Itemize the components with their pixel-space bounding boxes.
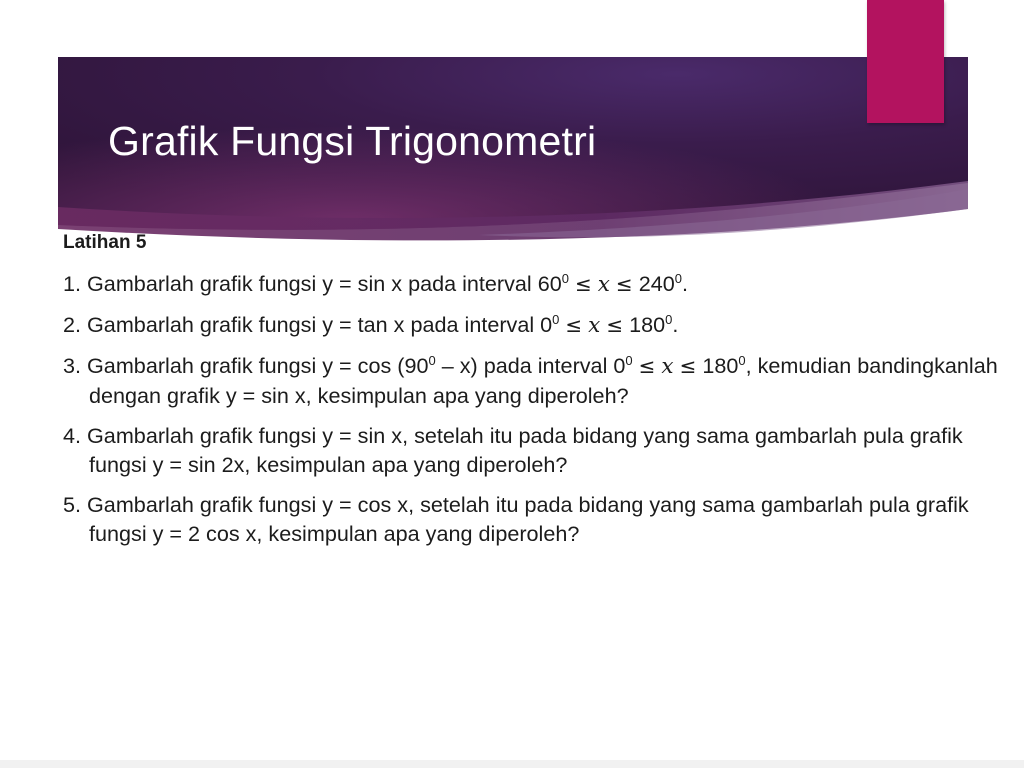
degree-superscript: 0 xyxy=(428,353,436,368)
less-equal-symbol: ≤ xyxy=(574,272,592,296)
exercise-heading: Latihan 5 xyxy=(63,232,147,253)
degree-superscript: 0 xyxy=(561,271,569,286)
item-text: 240 xyxy=(638,271,675,296)
item-text: Gambarlah grafik fungsi y = sin x pada interval 60 xyxy=(87,271,562,296)
item-text: . xyxy=(681,271,688,296)
item-text: Gambarlah grafik fungsi y = sin x, setelah itu pada bidang yang sama gambarlah pula grafik fungsi y = sin 2x, kesimpulan apa yang diperoleh? xyxy=(87,423,963,477)
less-equal-symbol: ≤ xyxy=(679,354,697,378)
less-equal-symbol: ≤ xyxy=(638,354,656,378)
accent-tab xyxy=(867,0,944,123)
item-text: Gambarlah grafik fungsi y = cos (90 xyxy=(87,353,429,378)
variable-x: x xyxy=(597,272,610,297)
exercise-item-5 xyxy=(63,490,1013,548)
item-text: 180 xyxy=(629,312,666,337)
degree-superscript: 0 xyxy=(665,312,673,327)
degree-superscript: 0 xyxy=(625,353,633,368)
degree-superscript: 0 xyxy=(552,312,560,327)
item-number: 1. xyxy=(63,271,82,296)
item-text: Gambarlah grafik fungsi y = tan x pada interval 0 xyxy=(87,312,553,337)
exercise-list xyxy=(63,269,1013,548)
variable-x: x xyxy=(588,313,601,338)
item-text: . xyxy=(672,312,679,337)
item-number: 4. xyxy=(63,423,82,448)
item-text: , kemudian bandingkanlah dengan grafik y = sin x, kesimpulan apa yang diperoleh? xyxy=(89,353,998,408)
item-number: 2. xyxy=(63,312,82,337)
slide-content xyxy=(63,228,1013,548)
slide-title: Grafik Fungsi Trigonometri xyxy=(108,118,597,164)
item-number: 5. xyxy=(63,492,82,517)
exercise-item-2 xyxy=(63,310,1013,340)
exercise-item-3 xyxy=(63,351,1013,410)
item-number: 3. xyxy=(63,353,82,378)
variable-x: x xyxy=(661,354,674,379)
degree-superscript: 0 xyxy=(674,271,682,286)
footer-strip xyxy=(0,760,1024,768)
less-equal-symbol: ≤ xyxy=(606,313,624,337)
exercise-item-4 xyxy=(63,421,1013,479)
less-equal-symbol: ≤ xyxy=(615,272,633,296)
degree-superscript: 0 xyxy=(738,353,746,368)
item-text: – x) pada interval 0 xyxy=(435,353,626,378)
item-text: 180 xyxy=(702,353,739,378)
less-equal-symbol: ≤ xyxy=(565,313,583,337)
item-text: Gambarlah grafik fungsi y = cos x, setelah itu pada bidang yang sama gambarlah pula grafik fungsi y = 2 cos x, kesimpulan apa yang diperoleh? xyxy=(87,492,969,546)
exercise-item-1 xyxy=(63,269,1013,299)
